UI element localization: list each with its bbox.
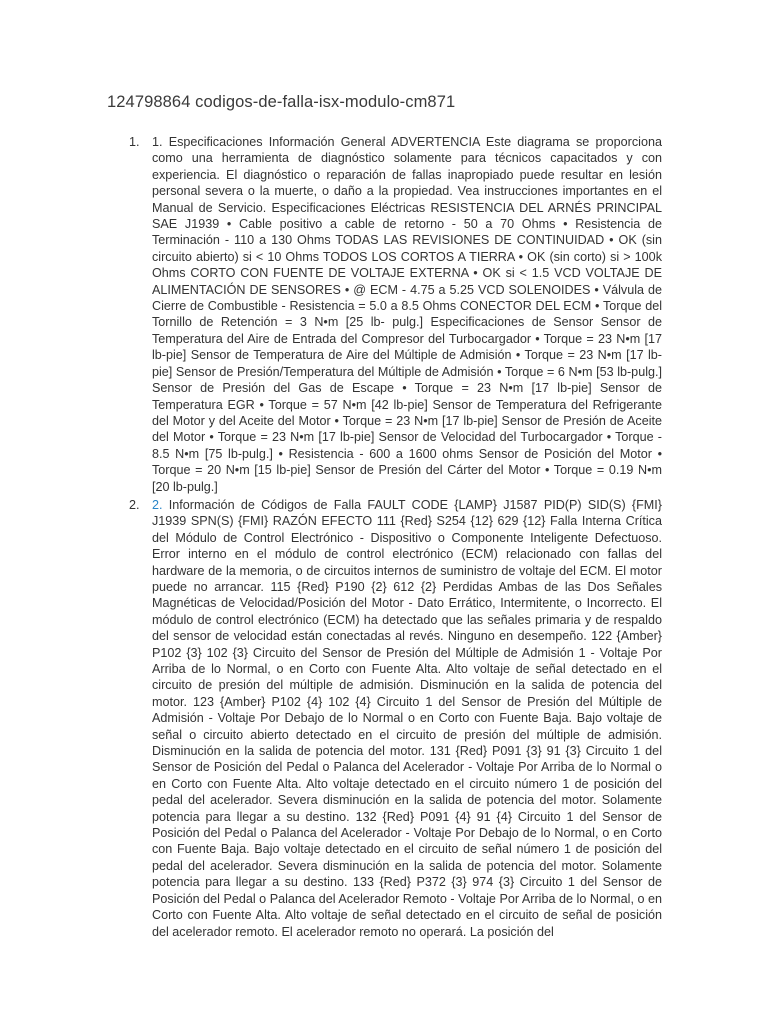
- list-item-text: [152, 134, 662, 495]
- document-title: 124798864 codigos-de-falla-isx-modulo-cm871: [107, 93, 456, 111]
- list-item-lead-link[interactable]: 2.: [152, 497, 163, 512]
- list-item: [107, 497, 662, 940]
- list-item: [107, 134, 662, 495]
- list-item-number: 2.: [129, 497, 140, 512]
- list-item-lead: 1.: [152, 135, 163, 149]
- list-item-content: Especificaciones Información General ADVERTENCIA Este diagrama se proporciona como una herramienta de diagnóstico solamente para técnicos capacitados y con experiencia. El diagnóstico o reparación de fallas inapropiado puede resultar en lesión personal severa o la muerte, o daño a la propiedad. Vea instrucciones importantes en el Manual de Servicio. Especificaciones Eléctricas RESISTENCIA DEL ARNÉS PRINCIPAL SAE J1939 • Cable positivo a cable de retorno - 50 a 70 Ohms • Resistencia de Terminación - 110 a 130 Ohms TODAS LAS REVISIONES DE CONTINUIDAD • OK (sin circuito abierto) si < 10 Ohms TODOS LOS CORTOS A TIERRA • OK (sin corto) si > 100k Ohms CORTO CON FUENTE DE VOLTAJE EXTERNA • OK si < 1.5 VCD VOLTAJE DE ALIMENTACIÓN DE SENSORES • @ ECM - 4.75 a 5.25 VCD SOLENOIDES • Válvula de Cierre de Combustible - Resistencia = 5.0 a 8.5 Ohms CONECTOR DEL ECM • Torque del Tornillo de Retención = 3 N•m [25 lb- pulg.] Especificaciones de Sensor Sensor de Temperatura del Aire de Entrada del Compresor del Turbocargador • Torque = 23 N•m [17 lb-pie] Sensor de Temperatura de Aire del Múltiple de Admisión • Torque = 23 N•m [17 lb-pie] Sensor de Presión/Temperatura del Múltiple de Admisión • Torque = 6 N•m [53 lb-pulg.] Sensor de Presión del Gas de Escape • Torque = 23 N•m [17 lb-pie] Sensor de Temperatura EGR • Torque = 57 N•m [42 lb-pie] Sensor de Temperatura del Refrigerante del Motor y del Aceite del Motor • Torque = 23 N•m [17 lb-pie] Sensor de Presión de Aceite del Motor • Torque = 23 N•m [17 lb-pie] Sensor de Velocidad del Turbocargador • Torque - 8.5 N•m [75 lb-pulg.] • Resistencia - 600 a 1600 ohms Sensor de Posición del Motor • Torque = 20 N•m [15 lb-pie] Sensor de Presión del Cárter del Motor • Torque = 0.19 N•m [20 lb-pulg.]: [152, 135, 662, 494]
- content-list: [107, 134, 662, 940]
- list-item-number: 1.: [129, 135, 140, 149]
- list-item-text: [152, 497, 662, 940]
- list-item-content: Información de Códigos de Falla FAULT CODE {LAMP} J1587 PID(P) SID(S) {FMI} J1939 SPN(S) {FMI} RAZÓN EFECTO 111 {Red} S254 {12} 629 {12} Falla Interna Crítica del Módulo de Control Electrónico - Dispositivo o Componente Inteligente Defectuoso. Error interno en el módulo de control electrónico (ECM) relacionado con fallas del hardware de la memoria, o de circuitos internos de suministro de voltaje del ECM. El motor puede no arrancar. 115 {Red} P190 {2} 612 {2} Perdidas Ambas de las Dos Señales Magnéticas de Velocidad/Posición del Motor - Dato Errático, Intermitente, o Incorrecto. El módulo de control electrónico (ECM) ha detectado que las señales primaria y de respaldo del sensor de velocidad están conectadas al revés. Ninguno en desempeño. 122 {Amber} P102 {3} 102 {3} Circuito del Sensor de Presión del Múltiple de Admisión 1 - Voltaje Por Arriba de lo Normal, o en Corto con Fuente Alta. Alto voltaje de señal detectado en el circuito de presión del múltiple de admisión. Disminución en la salida de potencia del motor. 123 {Amber} P102 {4} 102 {4} Circuito 1 del Sensor de Presión del Múltiple de Admisión - Voltaje Por Debajo de lo Normal o en Corto con Fuente Baja. Bajo voltaje de señal o circuito abierto detectado en el circuito de presión del múltiple de admisión. Disminución en la salida de potencia del motor. 131 {Red} P091 {3} 91 {3} Circuito 1 del Sensor de Posición del Pedal o Palanca del Acelerador - Voltaje Por Arriba de lo Normal o en Corto con Fuente Alta. Alto voltaje detectado en el circuito número 1 de posición del pedal del acelerador. Severa disminución en la salida de potencia del motor. Solamente potencia para llegar a su destino. 132 {Red} P091 {4} 91 {4} Circuito 1 del Sensor de Posición del Pedal o Palanca del Acelerador - Voltaje Por Debajo de lo Normal, o en Corto con Fuente Baja. Bajo voltaje detectado en el circuito de señal número 1 de posición del pedal del acelerador. Severa disminución en la salida de potencia del motor. Solamente potencia para llegar a su destino. 133 {Red} P372 {3} 974 {3} Circuito 1 del Sensor de Posición del Pedal o Palanca del Acelerador Remoto - Voltaje Por Arriba de lo Normal, o en Corto con Fuente Alta. Alto voltaje de señal detectado en el circuito de señal de posición del acelerador remoto. El acelerador remoto no operará. La posición del: [152, 497, 662, 939]
